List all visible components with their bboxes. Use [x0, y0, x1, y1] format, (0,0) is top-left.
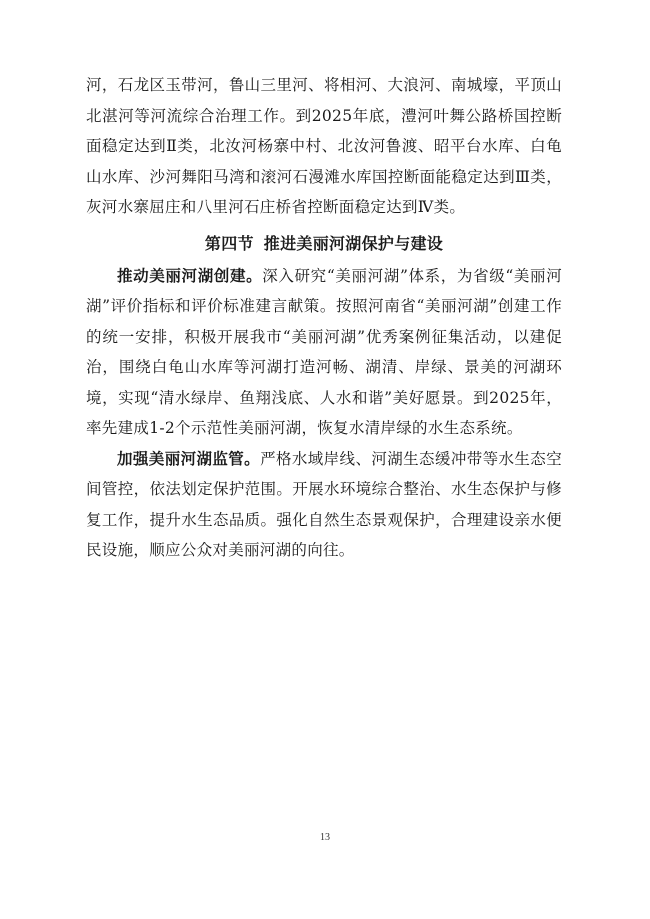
page-number: 13 — [320, 832, 330, 843]
paragraph-text: 严格水域岸线、河湖生态缓冲带等水生态空间管控，依法划定保护范围。开展水环境综合整治、水生态保护与修复工作，提升水生态品质。强化自然生态景观保护，合理建设亲水便民设施，顺应公众对美丽河湖的向往。 — [86, 449, 563, 559]
paragraph-beautiful-rivers-creation — [86, 261, 562, 444]
section-heading — [86, 229, 562, 259]
document-body — [86, 70, 562, 566]
section-number: 第四节 — [204, 233, 254, 253]
paragraph-text: 深入研究“美丽河湖”体系，为省级“美丽河湖”评价指标和评价标准建言献策。按照河南省“美丽河湖”创建工作的统一安排，积极开展我市“美丽河湖”优秀案例征集活动，以建促治，围绕白龟山水库等河湖打造河畅、湖清、岸绿、景美的河湖环境，实现“清水绿岸、鱼翔浅底、人水和谐”美好愿景。到2025年，率先建成1-2个示范性美丽河湖，恢复水清岸绿的水生态系统。 — [86, 266, 562, 437]
paragraph-lead: 加强美丽河湖监管。 — [117, 449, 261, 468]
paragraph-lead: 推动美丽河湖创建。 — [117, 266, 263, 285]
continued-paragraph: 河，石龙区玉带河，鲁山三里河、将相河、大浪河、南城壕，平顶山北湛河等河流综合治理工作。到2025年底，澧河叶舞公路桥国控断面稳定达到Ⅱ类，北汝河杨寨中村、北汝河鲁渡、昭平台水库、白龟山水库、沙河舞阳马湾和滚河石漫滩水库国控断面能稳定达到Ⅲ类，灰河水寨屈庄和八里河石庄桥省控断面稳定达到Ⅳ类。 — [86, 76, 562, 216]
section-title: 推进美丽河湖保护与建设 — [263, 233, 444, 253]
paragraph-beautiful-rivers-supervision — [86, 444, 562, 566]
